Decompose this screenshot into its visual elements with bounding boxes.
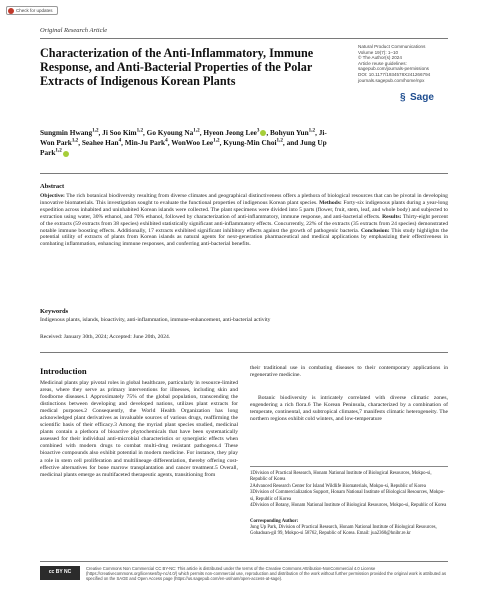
- orcid-icon[interactable]: [63, 151, 69, 157]
- cc-license-icon[interactable]: cc BY NC: [40, 566, 80, 580]
- journal-meta-line[interactable]: DOI: 10.1177/1934578X241266794: [358, 71, 431, 77]
- header-rule: [40, 38, 448, 39]
- intro-column-2b: Botanic biodiversity is intricately correlated with diverse climatic zones, engendering a rich flora.6 The Korean Peninsula, characterized by a combination of temperate, continental, and subtropical climates,7 manifests climatic heterogeneity. The northern regions exhibit cold winters, and low-temperature: [250, 395, 448, 423]
- article-type: Original Research Article: [40, 27, 108, 34]
- section-rule: [40, 352, 448, 353]
- results-label: Results:: [382, 213, 402, 220]
- abstract-heading: Abstract: [40, 183, 65, 190]
- intro-column-2a: their traditional use in combating diseases to their contemporary applications in regenerative medicine.: [250, 365, 448, 379]
- journal-meta-line: © The Author(s) 2024: [358, 55, 402, 61]
- affiliation: 2Advanced Research Center for Island Wildlife Biomaterials, Mokpo-si, Republic of Korea: [250, 483, 426, 489]
- journal-meta-line: Volume 19(7): 1–10: [358, 49, 399, 55]
- intro-column-1: Medicinal plants play pivotal roles in global healthcare, particularly in resource-limited areas, where they serve as primary interventions for illnesses, including skin and foodborne diseases.1 Approximately 75% of the global population, transcending the distinctions between developing and developed nations, utilizes plant extracts for medical purposes.2 Consequently, the World Health Organization has long acknowledged plant derivatives as invaluable sources of various drugs, reaffirming the scientific basis of their efficacy.3 Among the myriad plant species studied, medicinal plants contain a plethora of bioactive phytochemicals that have been systematically assessed for their individual anti-microbial characteristics or synergistic effects when combined with modern drugs to combat multi-drug resistant pathogens.4 These bioactive compounds also exhibit potential in modern medicine. For instance, they play a role in stem cell proliferation and multilineage differentiation, thereby offering cost-effective alternatives for bone marrow transplantation and cancer treatment.5 Overall, medicinal plants emerge as multifaceted therapeutic agents, transitioning from: [40, 380, 238, 478]
- orcid-icon[interactable]: [260, 130, 266, 136]
- publisher-logo: [400, 92, 434, 103]
- publisher-name: Sage: [410, 92, 434, 103]
- license-text: Creative Commons Non Commercial CC BY-NC: This article is distributed under the terms of the Creative Commons Attribution-NonCommercial 4.0 License (https://creativecommons.org/licenses/by-nc/4.0/) which permits non-commercial use, reproduction and distribution of the work without further permission provided the original work is attributed as specified on the SAGE and Open Access page (https://us.sagepub.com/en-us/nam/open-access-at-sage).: [86, 566, 447, 582]
- affiliation: 3Division of Commercialization Support, Honam National Institute of Biological Resources, Mokpo-si, Republic of Korea: [250, 490, 445, 502]
- received-dates: Received: January 30th, 2024; Accepted: June 20th, 2024.: [40, 334, 171, 340]
- corresponding-text: Jung Up Park, Division of Practical Research, Honam National Institute of Biological Resources, Gohadoan-gil 99, Mokpo-si 58762, Republic of Korea. Email: jua2360@hnibr.re.kr: [250, 525, 437, 537]
- journal-meta-line[interactable]: journals.sagepub.com/home/npx: [358, 77, 425, 83]
- journal-meta-line: Natural Product Communications: [358, 44, 426, 49]
- abstract-body: [40, 193, 448, 248]
- methods-label: Methods:: [319, 199, 342, 206]
- affiliation: 1Division of Practical Research, Honam National Institute of Biological Resources, Mokpo-si, Republic of Korea: [250, 471, 432, 483]
- author-list: Sungmin Hwang$^{1,2}$, Ji Soo Kim$^{1,2}$, Go Kyoung Na$^{1,2}$, Hyeon Jeong Lee$^3$ , Bohyun Yun$^{1,2}$, Ji-Won Park$^{1,2}$, Seahee Han$^4$, Min-Ju Park$^4$, WonWoo Lee$^{1,2}$, Kyung-Min Choi$^{1,2}$, and Jung Up Park$^{1,2}$: [40, 127, 327, 158]
- keywords-text: Indigenous plants, islands, bioactivity, anti-inflammation, immune-enhancement, anti-bacterial activity: [40, 317, 271, 323]
- journal-meta-line[interactable]: Article reuse guidelines:: [358, 60, 407, 66]
- license-footer: [40, 566, 448, 582]
- conclusion-text: This study highlights the potential utility of extracts of plants from Korean islands as natural agents for next-generation pharmaceutical and medical applications by emphasizing their effectiveness in combating inflammation, enhancing immune responses, and conferring anti-bacterial benefits.: [40, 227, 448, 248]
- section-rule: [40, 173, 448, 174]
- corresponding-author: [250, 519, 448, 538]
- conclusion-label: Conclusion:: [360, 227, 390, 234]
- journal-meta: [358, 44, 450, 83]
- affiliation: 4Division of Botany, Honam National Institute of Biological Resources, Mokpo-si, Republic of Korea: [250, 503, 447, 509]
- objective-label: Objective:: [40, 193, 65, 199]
- paper-title: Characterization of the Anti-Inflammatory, Immune Response, and Anti-Bacterial Properties of the Polar Extracts of Indigenous Korean Plants: [40, 46, 314, 88]
- results-text: Thirty-eight percent of the extracts (59 extracts from 38 species) exhibited statistically significant anti-inflammatory effects. Concurrently, 22% of the extracts (35 extracts from 24 species) demonstrated notable immune boosting effects. Additionally, 17 extracts exhibited significant inhibitory effects against the growth of pathogenic bacteria.: [40, 213, 448, 234]
- sage-logo-icon: §: [400, 91, 406, 103]
- check-updates-icon: [8, 8, 14, 14]
- affiliations: [250, 466, 448, 509]
- intro-heading: Introduction: [40, 366, 87, 376]
- check-updates-label: Check for updates: [16, 8, 53, 13]
- corresponding-heading: Corresponding Author:: [250, 519, 299, 524]
- footer-rule: [40, 561, 448, 562]
- keywords-heading: Keywords: [40, 308, 69, 315]
- methods-text: Forty-six indigenous plants during a year-long expedition across inhabited and uninhabited Korean islands were collected. The plant specimens were divided into 5 parts (flower, fruit, stem, leaf, and whole body) and subjected to extraction using water, 30% ethanol, and 70% ethanol, followed by characterization of anti-inflammatory, immune response, and anti-bacterial effects.: [40, 199, 449, 220]
- check-for-updates-badge[interactable]: [6, 6, 58, 15]
- journal-meta-line[interactable]: sagepub.com/journals-permissions: [358, 66, 429, 72]
- objective-text: The rich botanical biodiversity resulting from diverse climates and geographical distinctiveness offers a plethora of biological resources that can be pivotal in developing innovative biomaterials. This investigation sought to evaluate the functional properties of indigenous Korean plant species.: [40, 193, 448, 206]
